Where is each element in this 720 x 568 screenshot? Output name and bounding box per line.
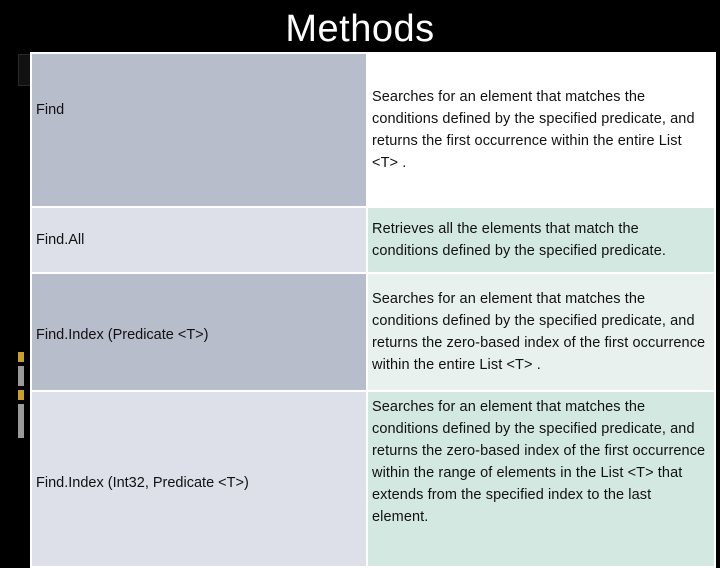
method-description-cell: Searches for an element that matches the conditions defined by the specified predicate, and returns the zero-based index of the first occurrence within the entire List <T> . [367,273,715,391]
table-row [31,391,715,567]
methods-table [30,52,716,568]
method-name-cell: Find.All [31,207,367,273]
method-name-cell: Find [31,53,367,207]
slide-title: Methods [285,8,435,50]
method-name-cell: Find.Index (Predicate <T>) [31,273,367,391]
accent-bar-gray [18,366,24,386]
method-description-cell: Searches for an element that matches the conditions defined by the specified predicate, and returns the zero-based index of the first occurrence within the range of elements in the List <T> that extends from the specified index to the last element. [367,391,715,567]
accent-bar-yellow-2 [18,390,24,400]
method-name-cell: Find.Index (Int32, Predicate <T>) [31,391,367,567]
table-row [31,53,715,207]
method-description-cell: Retrieves all the elements that match the conditions defined by the specified predicate. [367,207,715,273]
method-description-cell: Searches for an element that matches the conditions defined by the specified predicate, and returns the first occurrence within the entire List <T> . [367,53,715,207]
methods-table-container [30,52,716,525]
left-accent-strip [18,352,24,452]
table-row [31,273,715,391]
table-row [31,207,715,273]
accent-bar-gray-2 [18,404,24,438]
accent-bar-yellow [18,352,24,362]
